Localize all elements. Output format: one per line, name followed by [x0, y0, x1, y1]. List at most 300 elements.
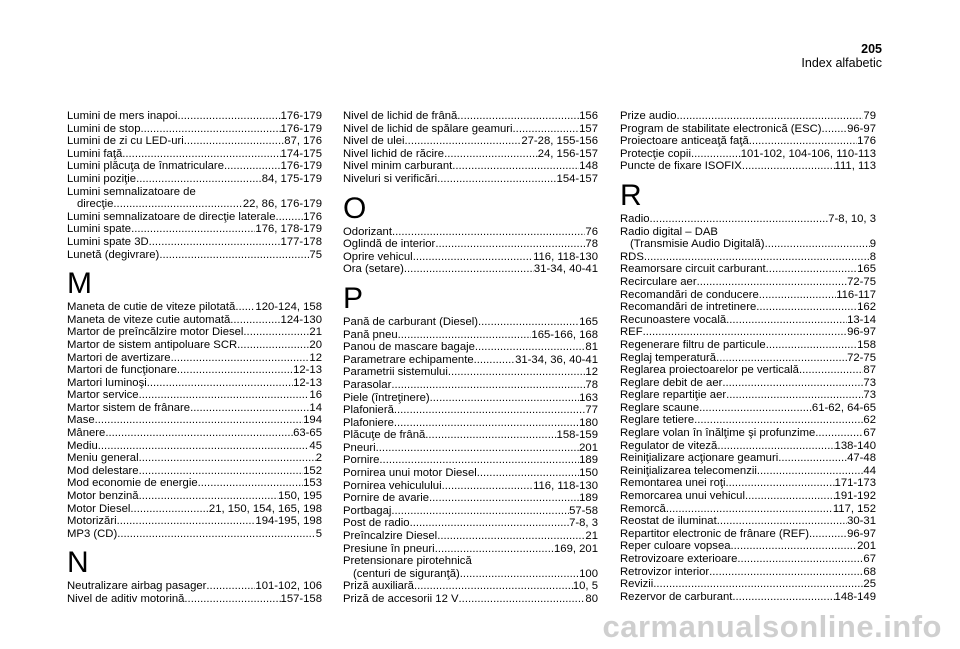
entry-term: Reglare volan în înălţime şi profunzime — [620, 427, 816, 440]
entry-pages: 67 — [863, 427, 876, 440]
index-entry — [620, 339, 876, 352]
entry-term: Program de stabilitate electronică (ESC) — [620, 122, 822, 135]
dot-leader — [139, 389, 310, 402]
entry-term: Puncte de fixare ISOFIX — [620, 160, 742, 173]
dot-leader — [190, 402, 309, 415]
entry-pages: 62 — [863, 414, 876, 427]
entry-term: Mod delestare — [67, 464, 139, 477]
dot-leader — [140, 123, 280, 136]
entry-pages: 176-179 — [280, 110, 322, 122]
index-entry — [67, 223, 322, 236]
index-entry — [67, 389, 322, 402]
dot-leader — [778, 452, 847, 465]
dot-leader — [413, 251, 533, 264]
entry-term: Lumini de mers inapoi — [67, 110, 178, 122]
entry-term: Remorcarea unui vehicul — [620, 490, 745, 503]
index-entry — [620, 578, 876, 591]
index-entry — [343, 568, 598, 581]
entry-term: Remorcă — [620, 502, 666, 515]
entry-pages: 163 — [579, 391, 598, 404]
entry-pages: 150, 195 — [278, 490, 322, 503]
dot-leader — [139, 452, 316, 465]
entry-pages: 201 — [857, 540, 876, 553]
dot-leader — [437, 173, 556, 186]
index-entry — [343, 480, 598, 493]
section-letter: P — [343, 281, 364, 315]
entry-term: Mod economie de energie — [67, 477, 198, 490]
entry-pages: 31-34, 40-41 — [533, 263, 598, 276]
entry-pages: 116, 118-130 — [533, 250, 598, 263]
entry-pages: 10, 5 — [572, 580, 598, 593]
index-entry — [620, 135, 876, 148]
section-letter: N — [67, 546, 89, 580]
entry-pages: 101-102, 104-106, 110-113 — [740, 147, 876, 160]
entry-pages: 45 — [309, 439, 322, 452]
entry-term: Remontarea unei roţi — [620, 477, 726, 490]
dot-leader — [757, 465, 864, 478]
dot-leader — [392, 226, 585, 239]
entry-pages: 7-8, 3 — [569, 517, 598, 530]
entry-term: Pană de carburant (Diesel) — [343, 315, 479, 328]
entry-term: Reglare scaune — [620, 401, 700, 414]
dot-leader — [105, 427, 293, 440]
entry-term: Priză de accesorii 12 V — [343, 593, 459, 605]
entry-pages: 87 — [863, 364, 876, 377]
entry-pages: 21, 150, 154, 165, 198 — [208, 502, 322, 515]
index-entry — [343, 492, 598, 505]
entry-term: Nivel lichid de răcire — [343, 147, 445, 160]
index-entry — [67, 110, 322, 123]
entry-pages: 14 — [309, 401, 322, 414]
index-column-2 — [343, 110, 598, 606]
dot-leader — [749, 135, 857, 148]
dot-leader — [460, 568, 579, 581]
entry-term: Lumini spate — [67, 223, 132, 236]
dot-leader — [726, 314, 847, 327]
entry-pages: 152 — [303, 464, 322, 477]
index-entry — [67, 123, 322, 136]
entry-term: Panou de mascare bagaje — [343, 341, 475, 354]
dot-leader — [379, 454, 579, 467]
entry-term: Reiniţializare acţionare geamuri — [620, 452, 779, 465]
dot-leader — [275, 211, 303, 224]
entry-term: Reglarea proiectoarelor pe verticală — [620, 364, 799, 377]
entry-pages: 191-192 — [834, 490, 876, 503]
index-entry — [343, 517, 598, 530]
entry-term: Reiniţializarea telecomenzii — [620, 464, 757, 477]
index-entry — [67, 301, 322, 314]
entry-pages: 171-173 — [834, 477, 876, 490]
entry-pages: 156 — [579, 110, 598, 122]
index-entry — [620, 540, 876, 553]
dot-leader — [726, 477, 835, 490]
entry-pages: 44 — [863, 464, 876, 477]
dot-leader — [404, 263, 534, 276]
index-entry — [620, 110, 876, 123]
dot-leader — [694, 414, 863, 427]
entry-pages: 101-102, 106 — [255, 580, 322, 593]
entry-pages: 12 — [309, 351, 322, 364]
dot-leader — [405, 135, 522, 148]
entry-pages: 8 — [869, 250, 876, 263]
index-entry — [67, 503, 322, 516]
index-entry — [620, 490, 876, 503]
entry-pages: 80 — [585, 593, 598, 605]
section-letter: O — [343, 191, 367, 225]
entry-pages: 116, 118-130 — [533, 479, 598, 492]
index-entry — [620, 477, 876, 490]
dot-leader — [722, 377, 863, 390]
entry-pages: 7-8, 10, 3 — [828, 212, 876, 225]
index-entry — [343, 160, 598, 173]
entry-term: Martori de funcţionare — [67, 364, 177, 377]
index-entry — [67, 135, 322, 148]
index-entry — [67, 352, 322, 365]
entry-pages: 75 — [309, 248, 322, 261]
entry-term: Oglindă de interior — [343, 238, 436, 251]
dot-leader — [95, 414, 304, 427]
entry-term: Post de radio — [343, 517, 410, 530]
dot-leader — [477, 467, 579, 480]
entry-pages: 165 — [579, 315, 598, 328]
index-entry — [67, 477, 322, 490]
section-letter: R — [620, 178, 642, 212]
dot-leader — [139, 465, 304, 478]
dot-leader — [149, 236, 281, 249]
dot-leader — [429, 492, 579, 505]
entry-term: Recomandări de intretinere — [620, 301, 757, 314]
entry-term: Plafoniere — [343, 416, 394, 429]
entry-term: (Transmisie Audio Digitală) — [630, 238, 765, 251]
index-entry — [343, 110, 598, 123]
dot-leader — [139, 490, 278, 503]
entry-term: Meniu general — [67, 452, 139, 465]
index-entry — [620, 465, 876, 478]
dot-leader — [756, 301, 857, 314]
entry-term: Proiectoare anticeaţă faţă — [620, 135, 749, 148]
index-entry — [343, 251, 598, 264]
index-entry — [343, 442, 598, 455]
entry-term: Parametrare echipamente — [343, 353, 474, 366]
entry-term: Portbagaj — [343, 504, 392, 517]
entry-pages: 111, 113 — [834, 160, 876, 173]
index-entry — [343, 316, 598, 329]
entry-term: Martor sistem de frânare — [67, 401, 191, 414]
index-entry — [343, 329, 598, 342]
dot-leader — [184, 135, 285, 148]
entry-term: Pornire de avarie — [343, 492, 430, 505]
dot-leader — [435, 543, 554, 556]
index-entry — [67, 402, 322, 415]
entry-pages: 96-97 — [847, 527, 876, 540]
entry-pages: 79 — [863, 110, 876, 122]
index-entry — [67, 173, 322, 186]
dot-leader — [697, 276, 847, 289]
entry-pages: 176-179 — [280, 160, 322, 173]
entry-term: Lumini plăcuţa de înmatriculare — [67, 160, 224, 173]
entry-term: Plafonieră — [343, 404, 394, 417]
index-entry — [620, 503, 876, 516]
dot-leader — [759, 289, 836, 302]
entry-pages: 57-58 — [569, 504, 598, 517]
entry-term: Reper culoare vopsea — [620, 540, 731, 553]
entry-pages: 21 — [585, 530, 598, 543]
entry-pages: 194-195, 198 — [255, 515, 322, 528]
dot-leader — [98, 440, 310, 453]
entry-term: Pornirea vehiculului — [343, 479, 442, 492]
entry-term: Mânere — [67, 427, 106, 440]
entry-term: Piele (întreţinere) — [343, 391, 430, 404]
entry-pages: 201 — [579, 441, 598, 454]
index-entry — [67, 326, 322, 339]
entry-term: Priză auxiliară — [343, 580, 414, 593]
entry-term: Lumini de stop — [67, 122, 141, 135]
entry-term: REF — [620, 326, 643, 339]
entry-term: Recunoastere vocală — [620, 313, 727, 326]
page-header — [801, 42, 882, 70]
entry-term: Prize audio — [620, 110, 677, 122]
dot-leader — [131, 223, 255, 236]
index-entry — [620, 276, 876, 289]
index-entry — [343, 467, 598, 480]
entry-term: Lumini poziţie — [67, 172, 137, 185]
dot-leader — [717, 515, 847, 528]
entry-pages: 22, 86, 176-179 — [242, 198, 322, 211]
entry-pages: 77 — [585, 404, 598, 417]
dot-leader — [394, 404, 586, 417]
entry-term: Regulator de viteză — [620, 439, 718, 452]
index-entry — [343, 392, 598, 405]
index-entry — [67, 465, 322, 478]
entry-term: Parametrii sistemului — [343, 366, 448, 379]
index-entry — [620, 226, 876, 239]
index-entry — [343, 505, 598, 518]
entry-term: Motorizări — [67, 515, 117, 528]
entry-term: Recirculare aer — [620, 275, 697, 288]
index-entry — [67, 377, 322, 390]
index-column-1 — [67, 110, 322, 606]
entry-pages: 78 — [585, 238, 598, 251]
entry-term: direcţie — [77, 198, 114, 211]
entry-term: Plăcuţe de frână — [343, 429, 426, 442]
index-entry — [343, 543, 598, 556]
entry-term: Motor Diesel — [67, 502, 131, 515]
entry-term: RDS — [620, 250, 644, 263]
index-entry — [67, 452, 322, 465]
dot-leader — [391, 379, 585, 392]
dot-leader — [745, 490, 835, 503]
index-entry — [67, 414, 322, 427]
entry-pages: 124-130 — [280, 313, 322, 326]
entry-term: Radio digital – DAB — [620, 225, 718, 238]
dot-leader — [475, 341, 586, 354]
entry-pages: 148-149 — [834, 590, 876, 603]
entry-pages: 13-14 — [847, 313, 876, 326]
index-entry — [343, 555, 598, 568]
entry-pages: 138-140 — [834, 439, 876, 452]
entry-pages: 189 — [579, 454, 598, 467]
dot-leader — [178, 110, 281, 123]
dot-leader — [677, 110, 864, 123]
watermark: carmanualsonline.info — [602, 609, 942, 644]
dot-leader — [644, 251, 870, 264]
index-entry — [620, 402, 876, 415]
index-entry — [67, 236, 322, 249]
index-entry — [343, 379, 598, 392]
dot-leader — [815, 427, 863, 440]
index-entry — [343, 123, 598, 136]
entry-term: Lunetă (degivrare) — [67, 248, 160, 261]
index-entry — [343, 238, 598, 251]
dot-leader — [444, 148, 538, 161]
entry-pages: 16 — [309, 389, 322, 402]
entry-term: Odorizant — [343, 225, 392, 238]
entry-pages: 150 — [579, 467, 598, 480]
dot-leader — [478, 316, 579, 329]
dot-leader — [765, 238, 870, 251]
entry-term: Recomandări de conducere — [620, 288, 759, 301]
entry-pages: 165 — [857, 263, 876, 276]
entry-pages: 12-13 — [293, 364, 322, 377]
index-entry — [343, 354, 598, 367]
index-entry — [343, 404, 598, 417]
entry-term: Nivel minim carburant — [343, 160, 453, 173]
dot-leader — [147, 377, 293, 390]
entry-term: Nivel de lichid de spălare geamuri — [343, 122, 513, 135]
dot-leader — [391, 505, 569, 518]
entry-pages: 165-166, 168 — [531, 328, 598, 341]
entry-term: Martori luminoşi — [67, 376, 147, 389]
index-entry — [67, 490, 322, 503]
dot-leader — [184, 593, 280, 606]
dot-leader — [513, 123, 580, 136]
dot-leader — [666, 503, 833, 516]
entry-pages: 174-175 — [280, 147, 322, 160]
dot-leader — [198, 477, 304, 490]
dot-leader — [457, 110, 579, 123]
entry-term: Preîncalzire Diesel — [343, 530, 438, 543]
index-entry — [67, 211, 322, 224]
dot-leader — [435, 238, 585, 251]
entry-pages: 176 — [857, 135, 876, 148]
index-entry — [620, 263, 876, 276]
entry-pages: 158-159 — [556, 429, 598, 442]
entry-term: Presiune în pneuri — [343, 542, 435, 555]
dot-leader — [376, 442, 579, 455]
index-entry — [620, 352, 876, 365]
entry-term: Ora (setare) — [343, 263, 404, 276]
entry-term: Mase — [67, 414, 95, 427]
index-entry — [343, 580, 598, 593]
index-entry — [620, 238, 876, 251]
index-entry — [620, 364, 876, 377]
entry-pages: 63-65 — [293, 427, 322, 440]
dot-leader — [122, 148, 280, 161]
entry-pages: 157 — [579, 122, 598, 135]
dot-leader — [206, 580, 255, 593]
entry-pages: 61-62, 64-65 — [811, 401, 876, 414]
entry-term: Lumini semnalizatoare de — [67, 185, 196, 198]
dot-leader — [410, 517, 570, 530]
entry-term: Revizii — [620, 578, 654, 591]
entry-pages: 189 — [579, 492, 598, 505]
entry-term: Reglare tetiere — [620, 414, 695, 427]
index-entry — [620, 251, 876, 264]
dot-leader — [113, 198, 242, 211]
entry-term: Lumini spate 3D — [67, 235, 149, 248]
entry-pages: 78 — [585, 378, 598, 391]
entry-term: Martor de sistem antipoluare SCR — [67, 338, 238, 351]
dot-leader — [430, 392, 579, 405]
dot-leader — [237, 339, 309, 352]
dot-leader — [474, 354, 515, 367]
dot-leader — [448, 366, 586, 379]
entry-term: Pornirea unui motor Diesel — [343, 467, 477, 480]
dot-leader — [731, 540, 858, 553]
entry-pages: 30-31 — [847, 515, 876, 528]
index-entry — [67, 186, 322, 199]
dot-leader — [235, 301, 255, 314]
entry-pages: 72-75 — [847, 275, 876, 288]
index-entry — [67, 528, 322, 541]
entry-term: Lumini de zi cu LED-uri — [67, 135, 184, 148]
dot-leader — [394, 417, 579, 430]
entry-pages: 72-75 — [847, 351, 876, 364]
entry-term: Maneta de cutie de viteze pilotată — [67, 301, 236, 314]
entry-pages: 12 — [585, 366, 598, 379]
dot-leader — [699, 402, 812, 415]
index-entry — [67, 440, 322, 453]
index-entry — [67, 580, 322, 593]
entry-pages: 169, 201 — [554, 542, 598, 555]
entry-term: Lumini semnalizatoare de direcţie laterale — [67, 210, 276, 223]
entry-pages: 12-13 — [293, 376, 322, 389]
index-entry — [620, 148, 876, 161]
index-entry — [620, 528, 876, 541]
index-entry — [343, 341, 598, 354]
entry-term: Regenerare filtru de particule — [620, 338, 766, 351]
entry-pages: 176, 178-179 — [255, 223, 322, 236]
entry-term: Mediu — [67, 439, 98, 452]
entry-term: Reostat de iluminat — [620, 515, 717, 528]
index-entry — [620, 452, 876, 465]
entry-term: Maneta de viteze cutie automată — [67, 313, 231, 326]
entry-pages: 116-117 — [836, 288, 876, 301]
dot-leader — [398, 329, 532, 342]
index-entry — [343, 135, 598, 148]
dot-leader — [442, 480, 533, 493]
entry-pages: 158 — [857, 338, 876, 351]
entry-term: MP3 (CD) — [67, 527, 118, 540]
index-entry — [343, 454, 598, 467]
dot-leader — [117, 515, 256, 528]
dot-leader — [809, 528, 847, 541]
index-entry — [620, 326, 876, 339]
dot-leader — [650, 213, 829, 226]
index-entry — [343, 429, 598, 442]
dot-leader — [459, 593, 586, 606]
entry-term: Reglare repartiţie aer — [620, 389, 727, 402]
index-entry — [67, 593, 322, 606]
entry-term: Rezervor de carburant — [620, 590, 733, 603]
entry-pages: 180 — [579, 416, 598, 429]
entry-term: Martori de avertizare — [67, 351, 171, 364]
dot-leader — [437, 530, 585, 543]
index-entry — [620, 160, 876, 173]
index-entry — [343, 417, 598, 430]
entry-term: Martor de preîncălzire motor Diesel — [67, 326, 244, 339]
entry-pages: 73 — [863, 376, 876, 389]
